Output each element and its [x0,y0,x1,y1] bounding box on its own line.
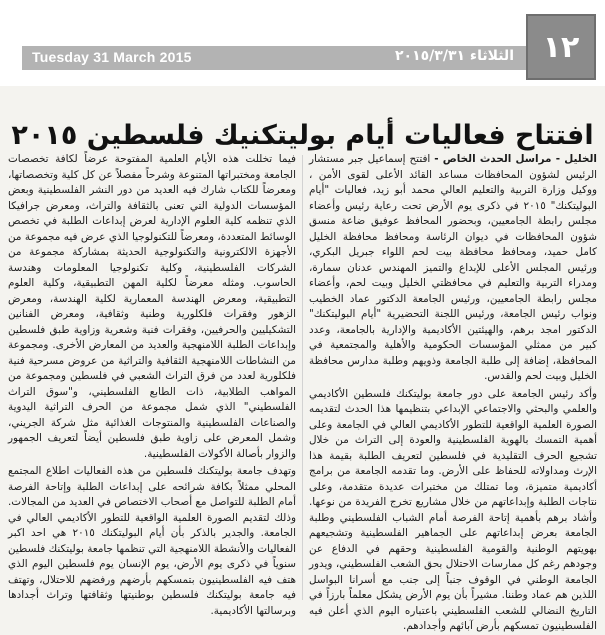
date-english: Tuesday 31 March 2015 [32,49,192,65]
page-header [0,0,605,86]
column-divider [302,155,303,600]
page-number-box: ١٢ [526,14,596,80]
date-arabic: الثلاثاء ٢٠١٥/٣/٣١ [395,48,514,64]
article-paragraph: فيما تخللت هذه الأيام العلمية المفتوحة عرضاً لكافة تخصصات الجامعة ومختبراتها المتنوعة وشرحاً مفصلاً عن كل كلية وتخصصاتها، ومعرضاً للكتاب شارك فيه العديد من دور النشر الفلسطينية وبعض المؤسسات الدولية التي تعنى بالثقافة والتراث، ومعرض جرافيكا الذي تنظمه كلية العلوم الإدارية لعرض إبداعات الطلبة في تخصص الوسائط المتعددة، ومعرضاً للتكنولوجيا الذي عرض فيه مجموعة من الأجهزة الالكترونية والتكنولوجية الحديثة بمشاركة مجموعة من الشركات الفلسطينية، وكلية تكنولوجيا المعلومات وهندسة الحاسوب. ومثله معرضاً لكلية المهن التطبيقية، وكلية العلوم التطبيقية، ومعرض الهندسة المعمارية لكلية الهندسة، ومعرض الزهور وفقرات فلكلورية وطنية وثقافية، ومعرض الفنانين التشكيليين والحرفيين، وفقرات فنية وشعرية وزاوية طبق فلسطين وإبداعات الطلبة اللامنهجية والعديد من المعارض الأخرى. ومجموعة من النشاطات اللامنهجية الثقافية والتراثية من عروض مسرحية فنية فلكلورية لعدد من فرق التراث الشعبي في فلسطين ومجموعة من المواهب الطلابية، ذات الطابع الفلسطيني، و"سوق التراث الفلسطيني" الذي شمل مجموعة من الحرف التراثية اليدوية والصناعات الفلسطينية والمنتوجات الغذائية مثل شركة الجريني، وشمل المعرض على زاوية طبق فلسطين أيضاً لتعريف الجمهور والزوار بأصالة الأكولات الفلسطينية. [8,153,296,460]
article-column-right [309,152,597,632]
article-column-left [8,152,296,617]
article-paragraph [309,152,597,385]
article-paragraph: وأكد رئيس الجامعة على دور جامعة بوليتكنك فلسطين الأكاديمي والعلمي والبحثي والاجتماعي الإبداعي بتنظيمها هذا الحدث لتقديمه الصورة العلمية الواقعية للتطور الأكاديمي العالي في الجامعة وعلى أهمية التمسك بالهوية الفلسطينية والعودة إلى التراث من خلال تشجيع الحرف التقليدية في فلسطين لتعريف الطلبة بقيمة هذا الإرث ومداولاته للحفاظ على الأرض. وما تقدمه الجامعة من برامج أكاديمية متميزة، وما تمتلك من مختبرات عديدة متقدمة، وعلى نتاجات الطلبة وإبداعاتهم من خلال مشاريع تخرج الفريدة من نوعها. وأشاد برهم بأهمية إتاحة الفرصة أمام الشباب الفلسطيني وطلبة الجامعة بعرض إبداعاتهم على الجماهير الفلسطينية وتشجيعهم بهويتهم الوطنية والقومية الفلسطينية وحقهم في الدفاع عن وجودهم رغم كل ممارسات الاحتلال بحق الشعب الفلسطيني، ويدور الجامعة الوطني في الوقوف جنباً إلى جنب مع أسرانا البواسل اللذين هم عماد وطننا. مشيراً بأن يوم الأرض يشكل معلماً بارزاً في التاريخ النضالي للشعب الفلسطيني باعتباره اليوم الذي أعلن فيه الفلسطينيون تمسكهم بأرض آبائهم وأجدادهم. [309,387,597,632]
date-bar [22,46,526,70]
article-paragraph: وتهدف جامعة بوليتكنك فلسطين من هذه الفعاليات اطلاع المجتمع المحلي ممثلاً بكافة شرائحه على إبداعات الطلبة وإتاحة الفرصة أمام الطلبة للتواصل مع أصحاب الاختصاص في العديد من المجالات. وذلك لتقديم الصورة العلمية الواقعية للتطور الأكاديمي العالي في الجامعة. والجدير بالذكر بأن أيام البوليتكنك ٢٠١٥ هي احد اكبر الفعاليات والأنشطة اللامنهجية التي تنظمها جامعة بوليتكنك فلسطين سنوياً في ذكرى يوم الأرض، يوم الإنسان يوم فلسطين اليوم الذي هتف فيه الفلسطينيون بتمسكهم بأرضهم ورفضهم للاحتلال، وتهتف فيه جامعة بوليتكنك فلسطين بوطنيتها وثقافتها وتراث أجدادها وبرسالتها الأكاديمية. [8,465,296,617]
article-dateline: الخليل - مراسل الحدث الخاص - [434,153,597,165]
article-headline: افتتاح فعاليات أيام بوليتكنيك فلسطين ٢٠١٥ [11,120,594,152]
paragraph-text: افتتح إسماعيل جبر مستشار الرئيس لشؤون المحافظات مساعد القائد الأعلى لقوى الأمن ، ووكيل وزارة التربية والتعليم العالي محمد أبو زيد، فعاليات "أيام البوليتكنك" ٢٠١٥ في ذكرى يوم الأرض تحت رعاية رئيس وأعضاء مجلس رابطة الجامعيين، وبحضور المحافظ عوفيق ضاعة منسق شؤون المحافظات في ديوان الرئاسة ومحافظ محافظة الخليل كامل حميد، ومحافظ محافظة بيت لحم اللواء جبريل البكري، ورئيس المجلس الأعلى للإبداع والتميز المهندس عدنان سمارة، ومدراء التربية والتعليم في محافظتي الخليل وبيت لحم، وأعضاء مجلس رابطة الجامعيين، ورئيس الجامعة الدكتور عماد الخطيب ونواب رئيس الجامعة، ورئيس اللجنة التحضيرية "أيام البوليتكنك" الدكتور امجد برهم، والهيئتين الأكاديمية والإدارية بالجامعة، وعدد كبير من ممثلي المؤسسات الحكومية والأهلية والمجتمعية في المحافظة، إضافة إلى طلبة الجامعة وذويهم وطلبة مدارس محافظة الخليل وبيت لحم والقدس. [309,153,597,382]
